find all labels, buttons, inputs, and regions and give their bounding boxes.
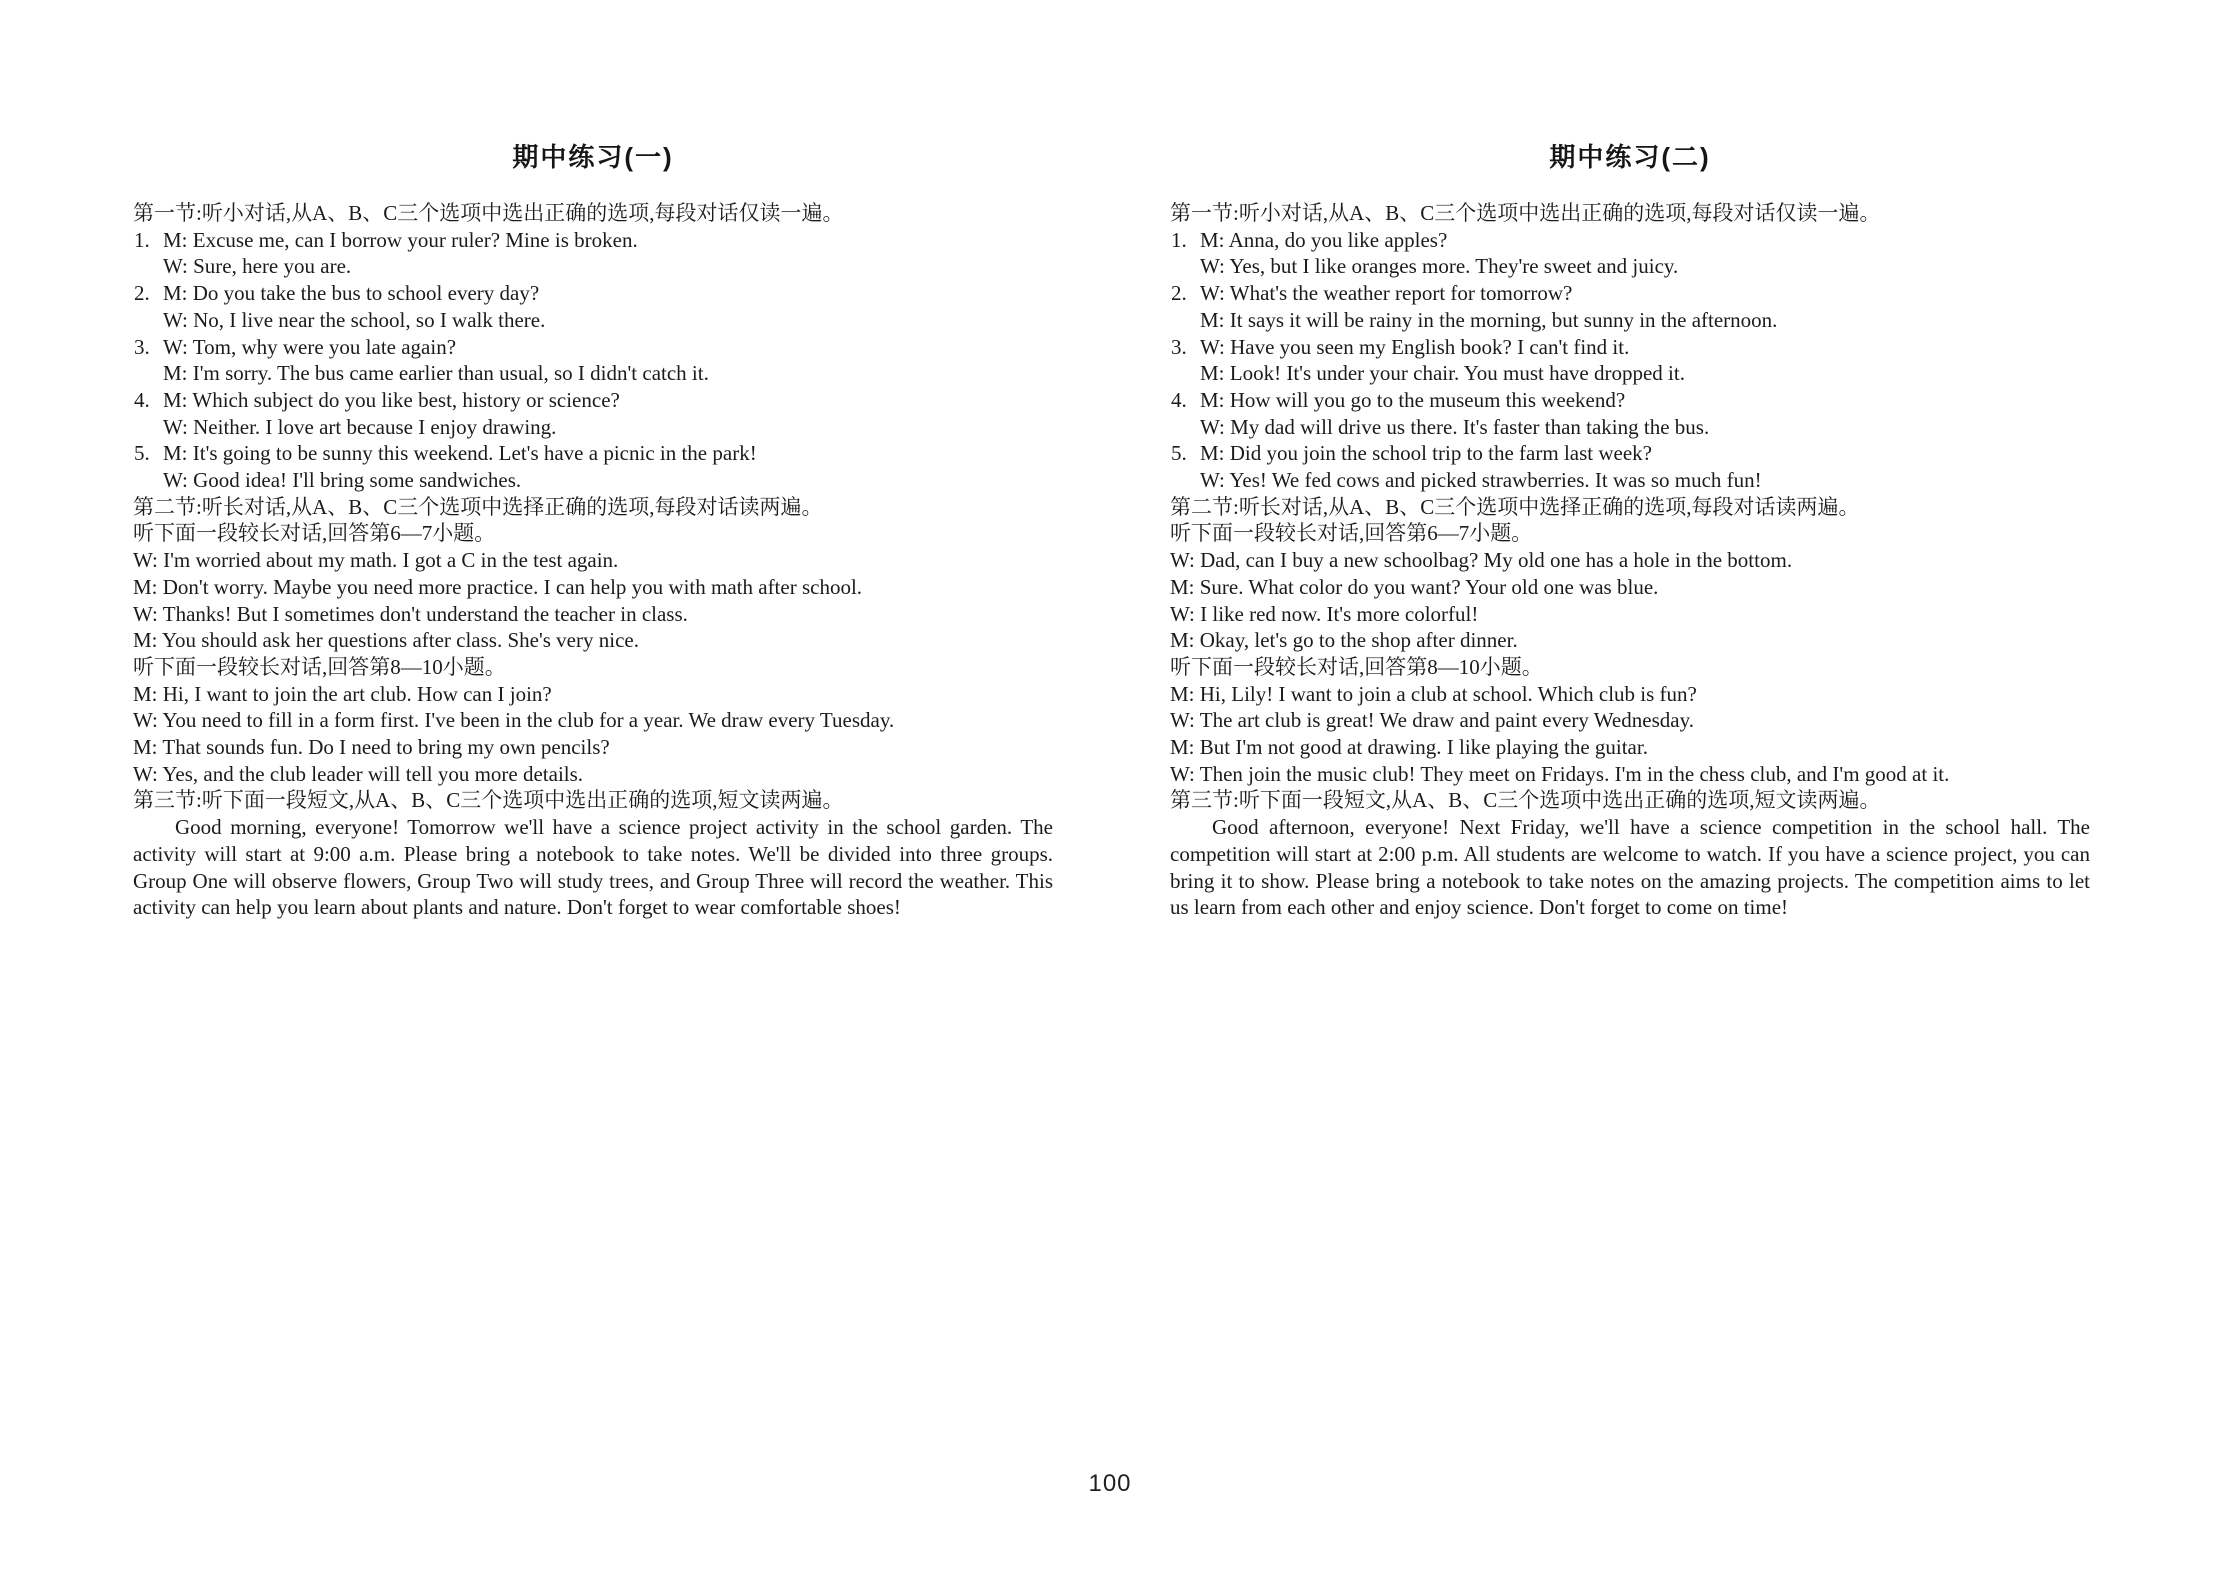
column-midterm-practice-2 xyxy=(1170,141,2090,921)
speaker-line: W: The art club is great! We draw and paint every Wednesday. xyxy=(1170,708,1694,733)
speaker-line: M: It says it will be rainy in the morning, but sunny in the afternoon. xyxy=(1200,307,1778,332)
dialogue-item xyxy=(1170,440,2090,467)
speaker-line: M: Don't worry. Maybe you need more practice. I can help you with math after school. xyxy=(133,574,863,599)
speaker-line: M: Look! It's under your chair. You must have dropped it. xyxy=(1200,361,1685,386)
listening-passage: Good morning, everyone! Tomorrow we'll have a science project activity in the school garden. The activity will start at 9:00 a.m. Please bring a notebook to take notes. We'll be divided into three groups. Group One will observe flowers, Group Two will study trees, and Group Three will record the weather. This activity can help you learn about plants and nature. Don't forget to wear comfortable shoes! xyxy=(133,815,1053,920)
section-instruction: 听下面一段较长对话,回答第8—10小题。 xyxy=(1170,654,1543,679)
item-number: 3. xyxy=(1171,334,1187,359)
section-instruction: 第三节:听下面一段短文,从A、B、C三个选项中选出正确的选项,短文读两遍。 xyxy=(133,788,844,813)
speaker-line: M: Hi, I want to join the art club. How can I join? xyxy=(133,681,552,706)
dialogue-item xyxy=(133,440,1053,467)
listening-passage: Good afternoon, everyone! Next Friday, we'll have a science competition in the school hall. The competition will start at 2:00 p.m. All students are welcome to watch. If you have a science project, you can bring it to show. Please bring a notebook to take notes on the amazing projects. The competition aims to let us learn from each other and enjoy science. Don't forget to come on time! xyxy=(1170,815,2090,920)
section-instruction: 第一节:听小对话,从A、B、C三个选项中选出正确的选项,每段对话仅读一遍。 xyxy=(1170,201,1881,225)
speaker-line: M: Did you join the school trip to the farm last week? xyxy=(1200,441,1652,466)
speaker-line: W: Then join the music club! They meet on Fridays. I'm in the chess club, and I'm good at it. xyxy=(1170,761,1950,786)
section-instruction: 第二节:听长对话,从A、B、C三个选项中选择正确的选项,每段对话读两遍。 xyxy=(1170,494,1860,519)
speaker-line: W: My dad will drive us there. It's faster than taking the bus. xyxy=(1200,414,1710,439)
section-instruction: 第三节:听下面一段短文,从A、B、C三个选项中选出正确的选项,短文读两遍。 xyxy=(1170,788,1881,813)
section-instruction: 第一节:听小对话,从A、B、C三个选项中选出正确的选项,每段对话仅读一遍。 xyxy=(133,201,844,225)
speaker-line: M: That sounds fun. Do I need to bring my own pencils? xyxy=(133,735,610,760)
speaker-line: M: Sure. What color do you want? Your old one was blue. xyxy=(1170,574,1659,599)
dialogue-item xyxy=(133,227,1053,254)
speaker-line: W: You need to fill in a form first. I've been in the club for a year. We draw every Tuesday. xyxy=(133,708,895,733)
speaker-line: M: Okay, let's go to the shop after dinner. xyxy=(1170,628,1518,653)
section-instruction: 听下面一段较长对话,回答第6—7小题。 xyxy=(133,521,496,546)
item-number: 4. xyxy=(1171,387,1187,412)
speaker-line: W: I'm worried about my math. I got a C in the test again. xyxy=(133,548,619,573)
column-title: 期中练习(二) xyxy=(1549,142,1711,172)
speaker-line: W: Thanks! But I sometimes don't understand the teacher in class. xyxy=(133,601,688,626)
dialogue-item xyxy=(1170,227,2090,254)
dialogue-item xyxy=(1170,334,2090,361)
section-instruction: 第二节:听长对话,从A、B、C三个选项中选择正确的选项,每段对话读两遍。 xyxy=(133,494,823,519)
speaker-line: M: You should ask her questions after class. She's very nice. xyxy=(133,628,639,653)
speaker-line: W: No, I live near the school, so I walk there. xyxy=(163,307,546,332)
column-midterm-practice-1 xyxy=(133,141,1053,921)
item-number: 2. xyxy=(1171,281,1187,306)
section-instruction: 听下面一段较长对话,回答第8—10小题。 xyxy=(133,654,506,679)
dialogue-item xyxy=(133,334,1053,361)
speaker-line: M: Do you take the bus to school every day? xyxy=(163,281,540,306)
item-number: 1. xyxy=(134,227,150,252)
item-number: 3. xyxy=(134,334,150,359)
speaker-line: W: What's the weather report for tomorrow? xyxy=(1200,281,1573,306)
speaker-line: M: Hi, Lily! I want to join a club at school. Which club is fun? xyxy=(1170,681,1697,706)
speaker-line: W: Dad, can I buy a new schoolbag? My old one has a hole in the bottom. xyxy=(1170,548,1793,573)
column-title: 期中练习(一) xyxy=(512,142,674,172)
dialogue-item xyxy=(133,387,1053,414)
speaker-line: W: Neither. I love art because I enjoy drawing. xyxy=(163,414,557,439)
dialogue-item xyxy=(133,280,1053,307)
speaker-line: W: Yes, but I like oranges more. They're sweet and juicy. xyxy=(1200,254,1679,279)
item-number: 5. xyxy=(1171,441,1187,466)
speaker-line: W: Yes! We fed cows and picked strawberries. It was so much fun! xyxy=(1200,468,1762,493)
item-number: 4. xyxy=(134,387,150,412)
speaker-line: M: It's going to be sunny this weekend. Let's have a picnic in the park! xyxy=(163,441,757,466)
speaker-line: M: How will you go to the museum this weekend? xyxy=(1200,387,1626,412)
speaker-line: M: But I'm not good at drawing. I like playing the guitar. xyxy=(1170,735,1648,760)
speaker-line: W: I like red now. It's more colorful! xyxy=(1170,601,1479,626)
dialogue-item xyxy=(1170,280,2090,307)
speaker-line: W: Tom, why were you late again? xyxy=(163,334,457,359)
practice-page-columns xyxy=(133,141,2090,921)
speaker-line: W: Sure, here you are. xyxy=(163,254,352,279)
item-number: 1. xyxy=(1171,227,1187,252)
item-number: 2. xyxy=(134,281,150,306)
speaker-line: W: Yes, and the club leader will tell you more details. xyxy=(133,761,584,786)
speaker-line: M: Which subject do you like best, history or science? xyxy=(163,387,620,412)
speaker-line: W: Good idea! I'll bring some sandwiches. xyxy=(163,468,522,493)
dialogue-item xyxy=(1170,387,2090,414)
speaker-line: M: Anna, do you like apples? xyxy=(1200,227,1448,252)
speaker-line: W: Have you seen my English book? I can't find it. xyxy=(1200,334,1630,359)
page-number: 100 xyxy=(1088,1470,1132,1497)
speaker-line: M: I'm sorry. The bus came earlier than usual, so I didn't catch it. xyxy=(163,361,709,386)
speaker-line: M: Excuse me, can I borrow your ruler? Mine is broken. xyxy=(163,227,638,252)
item-number: 5. xyxy=(134,441,150,466)
section-instruction: 听下面一段较长对话,回答第6—7小题。 xyxy=(1170,521,1533,546)
